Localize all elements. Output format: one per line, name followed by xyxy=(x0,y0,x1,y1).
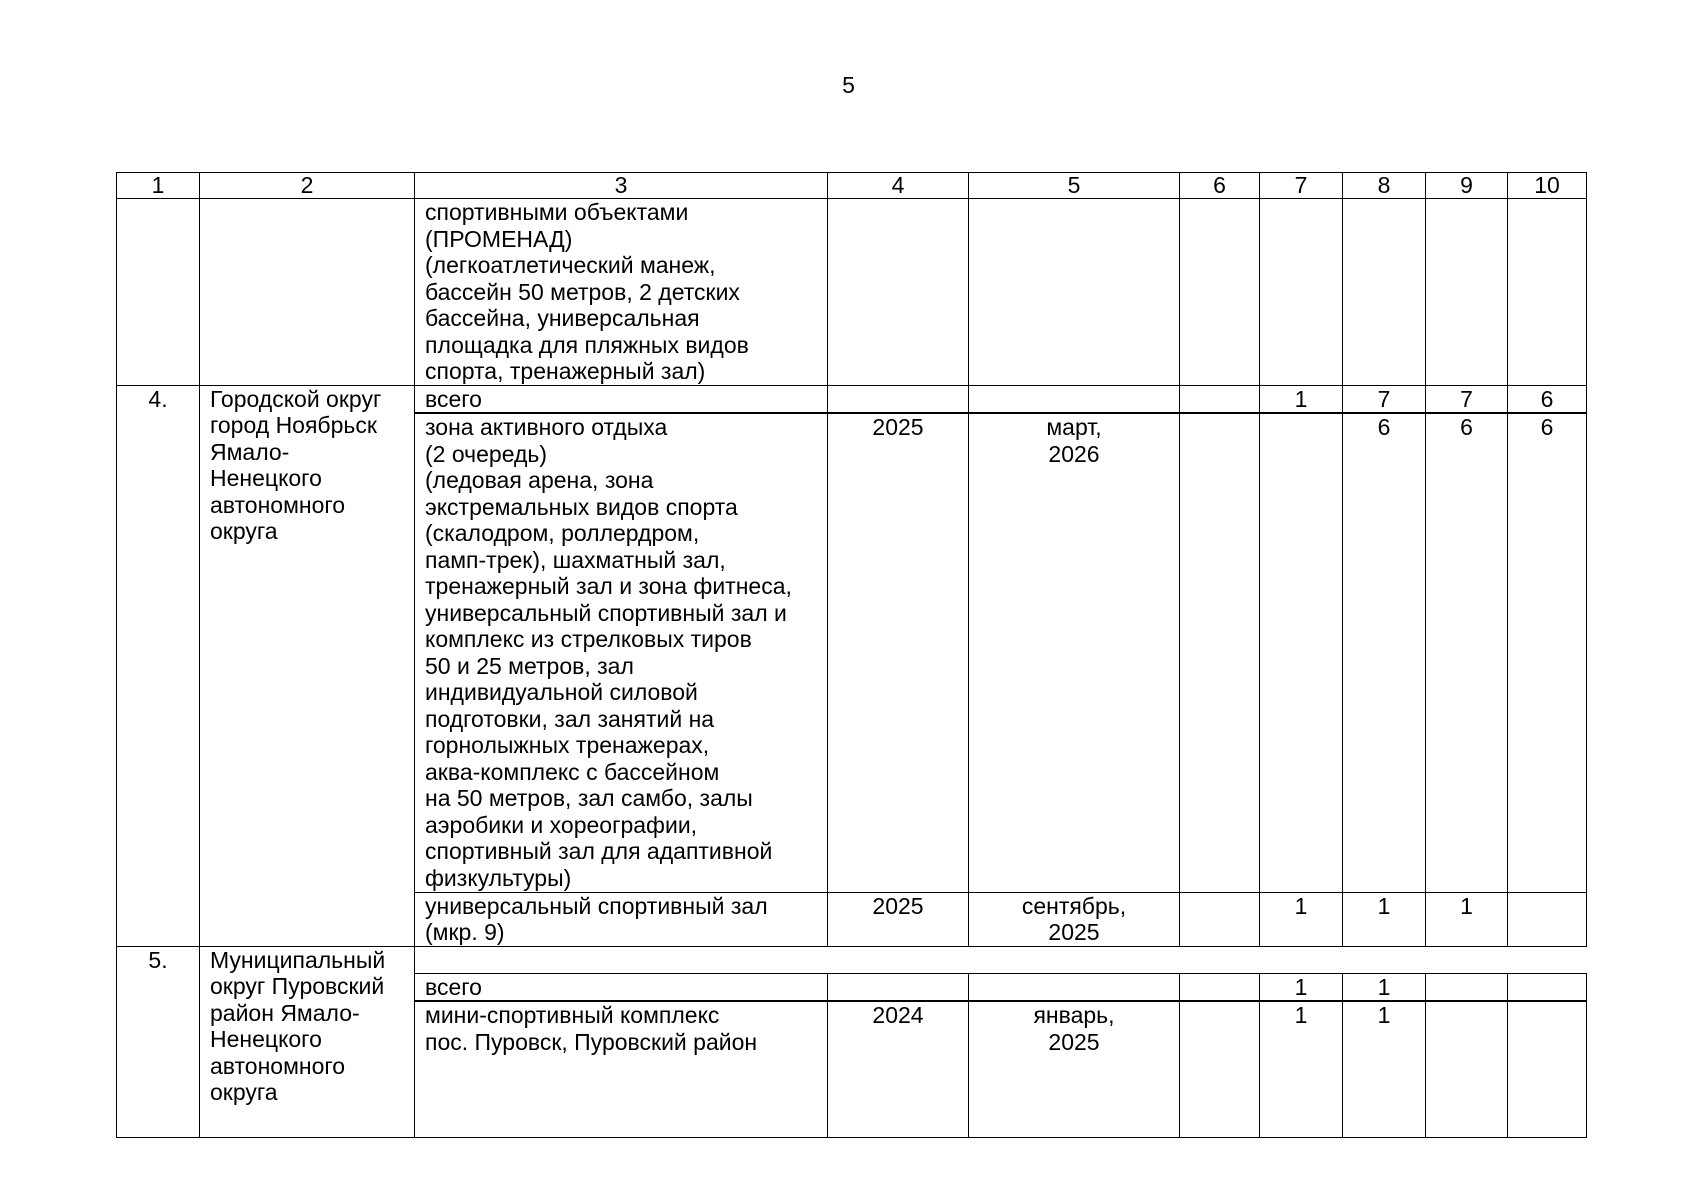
region-line: Ненецкого xyxy=(210,465,322,491)
table-row-spacer xyxy=(117,946,1587,973)
facility-name-line: аэробики и хореографии, xyxy=(425,811,698,838)
value-cell: 7 xyxy=(1343,385,1426,413)
value-cell: 1 xyxy=(1260,385,1343,413)
header-cell: 1 xyxy=(117,173,200,199)
facility-name-line: индивидуальной силовой xyxy=(425,679,698,705)
region-line: Муниципальный xyxy=(210,946,386,973)
header-cell: 3 xyxy=(415,173,828,199)
region-line: автономного xyxy=(210,1052,346,1079)
value-cell: 1 xyxy=(1343,892,1426,946)
region-cell xyxy=(200,946,415,1137)
value-cell: 7 xyxy=(1426,385,1508,413)
table-header-row xyxy=(117,173,1587,199)
region-line: город Ноябрьск xyxy=(210,412,377,438)
header-cell: 7 xyxy=(1260,173,1343,199)
facility-name-line: подготовки, зал занятий на xyxy=(425,705,715,732)
facilities-table xyxy=(116,172,1587,1138)
page-number: 5 xyxy=(842,72,855,98)
facility-name-line: мини-спортивный комплекс xyxy=(425,1002,720,1028)
facility-name-line: универсальный спортивный зал и xyxy=(425,599,787,626)
facility-name-cell xyxy=(415,1001,828,1137)
region-cell xyxy=(200,385,415,946)
region-line: Городской округ xyxy=(210,385,382,412)
date-cell xyxy=(969,892,1180,946)
value-cell: 6 xyxy=(1343,413,1426,892)
date-line: 2025 xyxy=(1048,919,1100,945)
value-cell: 6 xyxy=(1508,385,1587,413)
region-line: округ Пуровский xyxy=(210,973,385,999)
year-cell: 2025 xyxy=(828,413,969,892)
value-cell: 1 xyxy=(1343,1001,1426,1137)
row-number: 4. xyxy=(117,385,200,946)
header-cell: 5 xyxy=(969,173,1180,199)
facility-name-line: бассейна, универсальная xyxy=(425,305,700,331)
facility-name-line: комплекс из стрелковых тиров xyxy=(425,626,752,652)
facility-name-line: на 50 метров, зал самбо, залы xyxy=(425,785,753,811)
facility-name-line: бассейн 50 метров, 2 детских xyxy=(425,278,740,305)
region-line: округа xyxy=(210,1079,278,1105)
value-cell: 1 xyxy=(1426,892,1508,946)
facility-name-line: 50 и 25 метров, зал xyxy=(425,652,634,679)
region-line: район Ямало- xyxy=(210,999,360,1026)
facility-name-line: (2 очередь) xyxy=(425,440,548,467)
total-label: всего xyxy=(415,385,828,413)
facility-name-line: (легкоатлетический манеж, xyxy=(425,252,716,278)
value-cell: 6 xyxy=(1426,413,1508,892)
region-line: Ненецкого xyxy=(210,1026,322,1052)
region-line: автономного xyxy=(210,491,346,518)
date-line: 2025 xyxy=(1048,1028,1100,1055)
year-cell: 2025 xyxy=(828,892,969,946)
table-row-continuation xyxy=(117,199,1587,386)
date-line: сентябрь, xyxy=(1021,892,1127,919)
facility-name-line: зона активного отдыха xyxy=(425,414,668,440)
date-cell xyxy=(969,413,1180,892)
date-cell xyxy=(969,1001,1180,1137)
value-cell: 6 xyxy=(1508,413,1587,892)
facility-name-line: площадка для пляжных видов xyxy=(425,331,749,358)
facility-name-line: универсальный спортивный зал xyxy=(425,892,768,919)
facility-name-line: спорта, тренажерный зал) xyxy=(425,358,706,384)
header-cell: 4 xyxy=(828,173,969,199)
facility-name-line: горнолыжных тренажерах, xyxy=(425,732,710,758)
facility-name-cell xyxy=(415,199,828,386)
date-line: 2026 xyxy=(1048,440,1100,467)
facility-name-line: физкультуры) xyxy=(425,864,572,891)
facility-name-cell xyxy=(415,413,828,892)
total-label: всего xyxy=(415,973,828,1001)
header-cell: 10 xyxy=(1508,173,1587,199)
header-cell: 2 xyxy=(200,173,415,199)
facility-name-line: тренажерный зал и зона фитнеса, xyxy=(425,573,792,599)
date-line: январь, xyxy=(1033,1002,1115,1028)
table-row-total xyxy=(117,385,1587,413)
date-line: март, xyxy=(1046,414,1102,440)
region-line: Ямало- xyxy=(210,438,290,465)
region-line: округа xyxy=(210,518,278,544)
facility-name-line: экстремальных видов спорта xyxy=(425,493,738,520)
facility-name-line: (мкр. 9) xyxy=(425,919,505,945)
facility-name-line: спортивный зал для адаптивной xyxy=(425,838,773,864)
facility-name-line: аква-комплекс с бассейном xyxy=(425,758,720,785)
header-cell: 9 xyxy=(1426,173,1508,199)
facility-name-line: памп-трек), шахматный зал, xyxy=(425,546,726,573)
header-cell: 6 xyxy=(1180,173,1260,199)
value-cell: 1 xyxy=(1343,973,1426,1001)
year-cell: 2024 xyxy=(828,1001,969,1137)
value-cell: 1 xyxy=(1260,892,1343,946)
facility-name-line: пос. Пуровск, Пуровский район xyxy=(425,1028,758,1055)
value-cell: 1 xyxy=(1260,973,1343,1001)
row-number: 5. xyxy=(117,946,200,1137)
facility-name-line: (скалодром, роллердром, xyxy=(425,520,700,546)
facility-name-cell xyxy=(415,892,828,946)
facility-name-line: спортивными объектами xyxy=(425,199,689,225)
header-cell: 8 xyxy=(1343,173,1426,199)
value-cell: 1 xyxy=(1260,1001,1343,1137)
facility-name-line: (ПРОМЕНАД) xyxy=(425,225,573,252)
facility-name-line: (ледовая арена, зона xyxy=(425,467,654,493)
